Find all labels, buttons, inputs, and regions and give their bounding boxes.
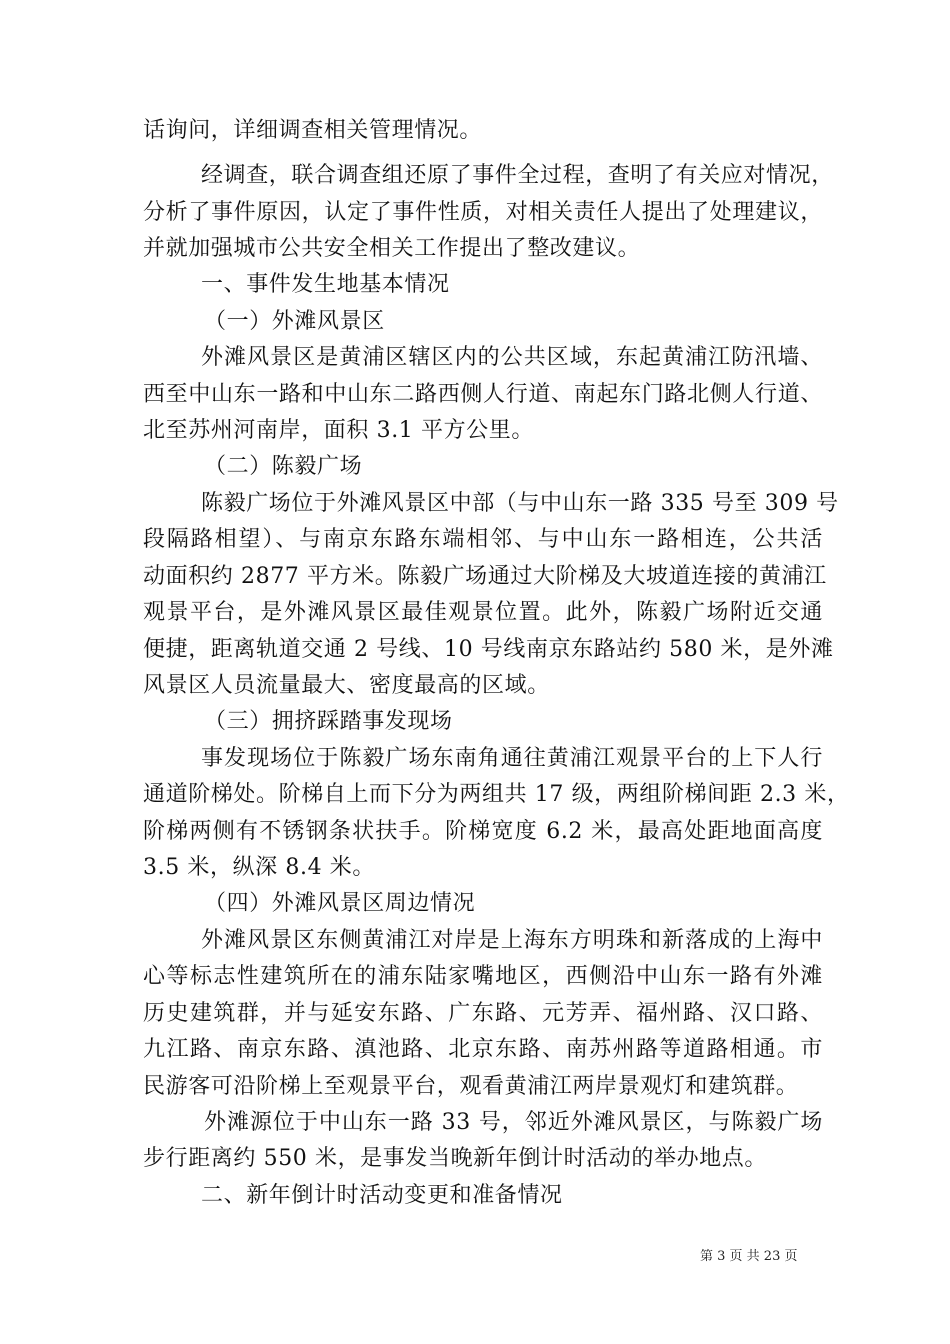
text-line: 经调查，联合调查组还原了事件全过程，查明了有关应对情况， [201, 163, 834, 188]
text-line: 阶梯两侧有不锈钢条状扶手。阶梯宽度 6.2 米，最高处距地面高度 [143, 819, 823, 844]
text-line: 动面积约 2877 平方米。陈毅广场通过大阶梯及大坡道连接的黄浦江 [143, 564, 827, 589]
text-line: 风景区人员流量最大、密度最高的区域。 [143, 673, 550, 698]
text-line: 话询问，详细调查相关管理情况。 [143, 118, 483, 143]
text-line: 外滩风景区是黄浦区辖区内的公共区域，东起黄浦江防汛墙、 [201, 345, 823, 370]
text-line: 外滩风景区东侧黄浦江对岸是上海东方明珠和新落成的上海中 [201, 928, 823, 953]
text-line: 陈毅广场位于外滩风景区中部（与中山东一路 335 号至 309 号 [201, 491, 839, 516]
text-line: 分析了事件原因，认定了事件性质，对相关责任人提出了处理建议， [143, 200, 823, 225]
text-line: 步行距离约 550 米，是事发当晚新年倒计时活动的举办地点。 [143, 1146, 767, 1171]
subsection-heading: （一）外滩风景区 [204, 309, 385, 334]
page-number: 第 3 页 共 23 页 [700, 1249, 798, 1264]
text-line: 便捷，距离轨道交通 2 号线、10 号线南京东路站约 580 米，是外滩 [143, 637, 834, 662]
section-heading: 一、事件发生地基本情况 [201, 272, 450, 297]
text-line: 北至苏州河南岸，面积 3.1 平方公里。 [143, 418, 534, 443]
section-heading: 二、新年倒计时活动变更和准备情况 [201, 1183, 563, 1208]
text-line: 段隔路相望）、与南京东路东端相邻、与中山东一路相连，公共活 [143, 527, 823, 552]
text-line: 并就加强城市公共安全相关工作提出了整改建议。 [143, 236, 641, 261]
subsection-heading: （三）拥挤踩踏事发现场 [204, 709, 453, 734]
text-line: 事发现场位于陈毅广场东南角通往黄浦江观景平台的上下人行 [201, 746, 823, 771]
subsection-heading: （四）外滩风景区周边情况 [204, 891, 476, 916]
text-line: 观景平台，是外滩风景区最佳观景位置。此外，陈毅广场附近交通 [143, 600, 823, 625]
text-line: 民游客可沿阶梯上至观景平台，观看黄浦江两岸景观灯和建筑群。 [143, 1074, 799, 1099]
text-line: 通道阶梯处。阶梯自上而下分为两组共 17 级，两组阶梯间距 2.3 米， [143, 782, 850, 807]
text-line: 西至中山东一路和中山东二路西侧人行道、南起东门路北侧人行道、 [143, 382, 823, 407]
subsection-heading: （二）陈毅广场 [204, 454, 363, 479]
text-line: 历史建筑群，并与延安东路、广东路、元芳弄、福州路、汉口路、 [143, 1001, 823, 1026]
text-line: 九江路、南京东路、滇池路、北京东路、南苏州路等道路相通。市 [143, 1037, 823, 1062]
text-line: 外滩源位于中山东一路 33 号，邻近外滩风景区，与陈毅广场 [204, 1110, 823, 1135]
text-line: 心等标志性建筑所在的浦东陆家嘴地区，西侧沿中山东一路有外滩 [143, 964, 823, 989]
text-line: 3.5 米，纵深 8.4 米。 [143, 855, 375, 880]
